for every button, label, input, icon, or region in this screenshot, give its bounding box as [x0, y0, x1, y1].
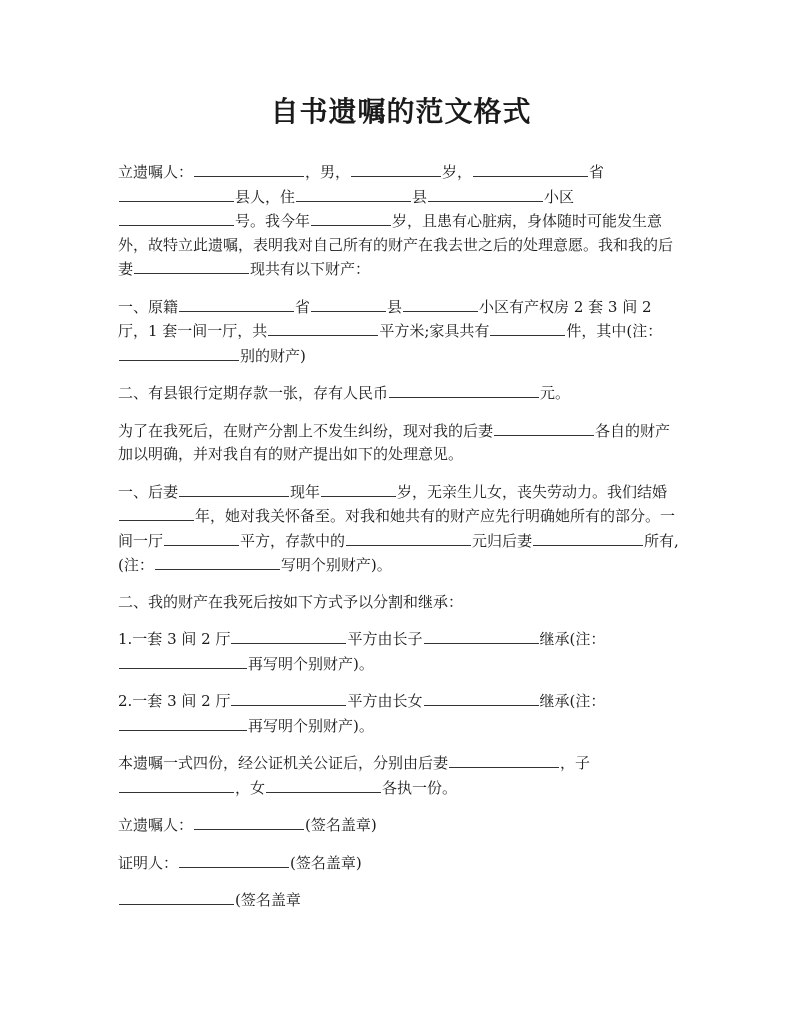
text-segment: 平方由长女 [347, 692, 423, 710]
text-segment: 平方由长子 [347, 630, 423, 648]
blank-line [389, 381, 539, 398]
blank-line [155, 553, 280, 570]
text-segment: 各自的财产加以明确，并对我自有的财产提出如下的处理意见。 [118, 421, 671, 463]
text-segment: 元。 [540, 384, 571, 402]
blank-line [119, 776, 234, 793]
blank-line [119, 209, 234, 226]
text-segment: 岁，无亲生儿女，丧失劳动力。我们结婚 [397, 482, 668, 501]
text-segment: 二、有县银行定期存款一张，存有人民币 [118, 384, 389, 402]
blank-line [231, 627, 346, 644]
text-segment: (签名盖章) [290, 853, 362, 872]
text-segment: 省 [295, 297, 311, 316]
blank-line [533, 529, 643, 546]
blank-line [490, 319, 565, 336]
text-segment: 号。我今年 [235, 212, 311, 230]
text-segment: 立遗嘱人： [118, 816, 194, 834]
text-segment: 小区 [544, 187, 575, 206]
blank-line [119, 714, 247, 731]
paragraph-property-2 [118, 381, 684, 406]
signature-testator [118, 813, 684, 838]
text-segment: 年，她对我关怀备至。对我和她共有的财产应先行明确她所有的部分。一间一厅 [118, 507, 676, 550]
blank-line [119, 344, 239, 361]
signature-blank [194, 813, 304, 830]
paragraph-copies [118, 751, 684, 800]
paragraph-property-1 [118, 295, 684, 369]
blank-line [351, 160, 441, 177]
blank-line [346, 529, 471, 546]
blank-line [268, 319, 378, 336]
signature-witness [118, 851, 684, 876]
blank-line [321, 480, 396, 497]
blank-line [266, 776, 381, 793]
text-segment: 本遗嘱一式四份，经公证机关公证后，分别由后妻 [118, 754, 449, 772]
paragraph-inheritance-son [118, 627, 684, 676]
text-segment: 小区有产权房 2 套 3 间 2 厅，1 套一间一厅，共 [118, 297, 652, 340]
blank-line [449, 751, 559, 768]
blank-line [403, 295, 478, 312]
blank-line [119, 185, 234, 202]
blank-line [119, 652, 247, 669]
text-segment: 平方，存款中的 [240, 531, 346, 550]
paragraph-purpose [118, 419, 684, 467]
text-segment: (签名盖章) [305, 816, 377, 834]
signature-blank [119, 888, 234, 905]
blank-line [428, 185, 543, 202]
text-segment: 件，其中(注： [566, 322, 663, 340]
text-segment: ，子 [560, 754, 591, 772]
blank-line [311, 209, 391, 226]
paragraph-inheritance-heading: 二、我的财产在我死后按如下方式予以分割和继承： [118, 592, 464, 611]
text-segment: 一、原籍 [118, 297, 179, 316]
text-segment: ，女 [235, 778, 266, 797]
paragraph-inheritance-daughter [118, 689, 684, 738]
document-title: 自书遗嘱的范文格式 [270, 95, 532, 128]
blank-line [473, 160, 588, 177]
blank-line [424, 689, 539, 706]
paragraph-testator-info [118, 160, 684, 282]
signature-third [118, 888, 684, 913]
blank-line [494, 419, 594, 436]
text-segment: 现年 [290, 482, 321, 501]
text-segment: 平方米;家具共有 [379, 322, 490, 340]
text-segment: 一、后妻 [118, 482, 179, 501]
text-segment: 岁， [442, 163, 473, 181]
text-segment: 再写明个别财产)。 [248, 716, 374, 735]
blank-line [231, 689, 346, 706]
signature-blank [179, 851, 289, 868]
text-segment: 各执一份。 [382, 778, 458, 797]
blank-line [119, 504, 194, 521]
blank-line [311, 295, 386, 312]
text-segment: 写明个别财产)。 [280, 556, 392, 574]
text-segment: 岁，且患有心脏病，身体随时可能发生意外，故特立此遗嘱，表明我对自己所有的财产在我去世之后的处理意愿。我和我的后妻 [118, 212, 674, 278]
blank-line [179, 480, 289, 497]
text-segment: 现共有以下财产： [250, 260, 371, 278]
text-segment: 所有,(注： [118, 531, 679, 574]
text-segment: (签名盖章 [235, 891, 301, 909]
text-segment: 2.一套 3 间 2 厅 [118, 692, 231, 710]
blank-line [164, 529, 239, 546]
text-segment: 继承(注： [539, 692, 606, 710]
text-segment: 立遗嘱人： [118, 163, 194, 181]
text-segment: 省 [589, 163, 605, 181]
text-segment: 元归后妻 [472, 531, 533, 550]
text-segment: 县 [387, 297, 403, 316]
text-segment: 县人，住 [235, 187, 296, 206]
blank-line [134, 257, 249, 274]
text-segment: ，男， [305, 163, 351, 181]
text-segment: 继承(注： [539, 630, 606, 648]
text-segment: 再写明个别财产)。 [248, 654, 374, 673]
paragraph-wife-share [118, 480, 684, 578]
text-segment: 别的财产) [240, 346, 306, 365]
blank-line [296, 185, 411, 202]
blank-line [179, 295, 294, 312]
text-segment: 证明人： [118, 853, 179, 872]
text-segment: 为了在我死后，在财产分割上不发生纠纷，现对我的后妻 [118, 421, 494, 440]
text-segment: 1.一套 3 间 2 厅 [118, 630, 231, 648]
blank-line [194, 160, 304, 177]
blank-line [424, 627, 539, 644]
text-segment: 县 [412, 187, 428, 206]
